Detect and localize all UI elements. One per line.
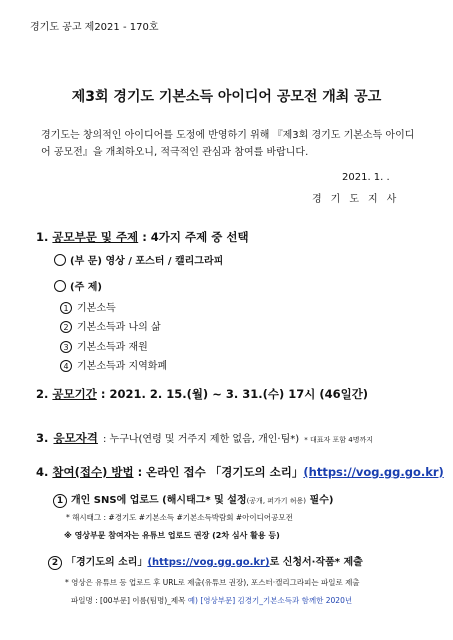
theme-text: 기본소득: [77, 303, 116, 314]
category-label: (부 문): [70, 256, 102, 267]
document-number: 경기도 공고 제2021 - 170호: [30, 22, 159, 33]
section-4-label: 참여(접수) 방법: [52, 465, 134, 479]
theme-label: (주 제): [70, 282, 102, 293]
circled-number-icon: 3: [60, 341, 72, 353]
section-1-heading: [36, 229, 249, 245]
theme-text: 기본소득과 나의 삶: [77, 322, 161, 333]
method-1-note-1: * 해시태그 : #경기도 #기본소득 #기본소득박람회 #아이디어공모전: [66, 513, 293, 522]
theme-text: 기본소득과 지역화폐: [77, 361, 168, 372]
section-3-note: * 대표자 포함 4명까지: [304, 436, 373, 444]
circled-number-icon: 1: [53, 494, 67, 508]
section-4-number: 4.: [36, 465, 49, 479]
section-4-value: : 온라인 접수 「경기도의 소리」: [137, 465, 304, 479]
hollow-circle-icon: [54, 254, 66, 266]
method-2-note-2: [71, 595, 352, 606]
method-2-suffix: 로 신청서·작품* 제출: [269, 557, 363, 568]
list-item: [60, 318, 161, 333]
method-1-end: 필수): [306, 495, 334, 506]
method-2-prefix: 「경기도의 소리」: [66, 557, 148, 568]
list-item: [60, 338, 148, 353]
circled-number-icon: 2: [48, 556, 62, 570]
section-3-label: 응모자격: [53, 431, 98, 445]
category-value: 영상 / 포스터 / 캘리그라피: [105, 256, 224, 267]
method-1: [53, 491, 333, 508]
method-2: [48, 553, 363, 570]
circled-number-icon: 4: [60, 360, 72, 372]
section-3-number: 3.: [36, 431, 49, 445]
method-1-note-2: ※ 영상부문 참여자는 유튜브 업로드 권장 (2차 심사 활용 등): [64, 531, 280, 540]
intro-paragraph: 경기도는 창의적인 아이디어를 도정에 반영하기 위해 『제3회 경기도 기본소득 아이디어 공모전』을 개최하오니, 적극적인 관심과 참여를 바랍니다.: [41, 130, 415, 158]
issuer-name: 경기도지사: [312, 194, 406, 205]
vog-link-2[interactable]: (https://vog.gg.go.kr): [147, 557, 270, 568]
section-1-number: 1.: [36, 230, 49, 244]
method-1-small: (공개, 퍼가기 허용): [246, 497, 307, 505]
filename-format: 파일명 : [00부문] 이름(팀명)_제목: [71, 596, 186, 605]
vog-link[interactable]: (https://vog.gg.go.kr): [303, 465, 444, 479]
method-2-note-1: * 영상은 유튜브 등 업로드 후 URL로 제출(유튜브 권장), 포스터·캘리그라피는 파일로 제출: [65, 578, 360, 587]
section-2-heading: [36, 386, 368, 402]
theme-text: 기본소득과 재원: [77, 342, 148, 353]
section-3-heading: [36, 427, 373, 446]
section-1-value: : 4가지 주제 중 선택: [142, 230, 249, 244]
list-item: [60, 299, 116, 314]
theme-heading: [54, 278, 102, 293]
announcement-date: 2021. 1. .: [342, 172, 390, 183]
section-3-value: : 누구나(연령 및 거주지 제한 없음, 개인·팀*): [103, 434, 300, 445]
section-2-number: 2.: [36, 387, 49, 401]
circled-number-icon: 1: [60, 302, 72, 314]
filename-example: 예) [영상부문] 김경기_기본소득과 함께한 2020년: [187, 596, 353, 605]
page-title: 제3회 경기도 기본소득 아이디어 공모전 개최 공고: [71, 89, 382, 105]
method-1-text: 개인 SNS에 업로드 (해시태그* 및 설정: [71, 495, 247, 506]
hollow-circle-icon: [54, 280, 66, 292]
list-item: [60, 357, 167, 372]
circled-number-icon: 2: [60, 321, 72, 333]
section-1-label: 공모부문 및 주제: [52, 230, 139, 244]
category-line: [54, 252, 223, 267]
section-2-label: 공모기간: [52, 387, 97, 401]
section-2-value: : 2021. 2. 15.(월) ~ 3. 31.(수) 17시 (46일간): [100, 387, 369, 401]
section-4-heading: [36, 464, 444, 480]
